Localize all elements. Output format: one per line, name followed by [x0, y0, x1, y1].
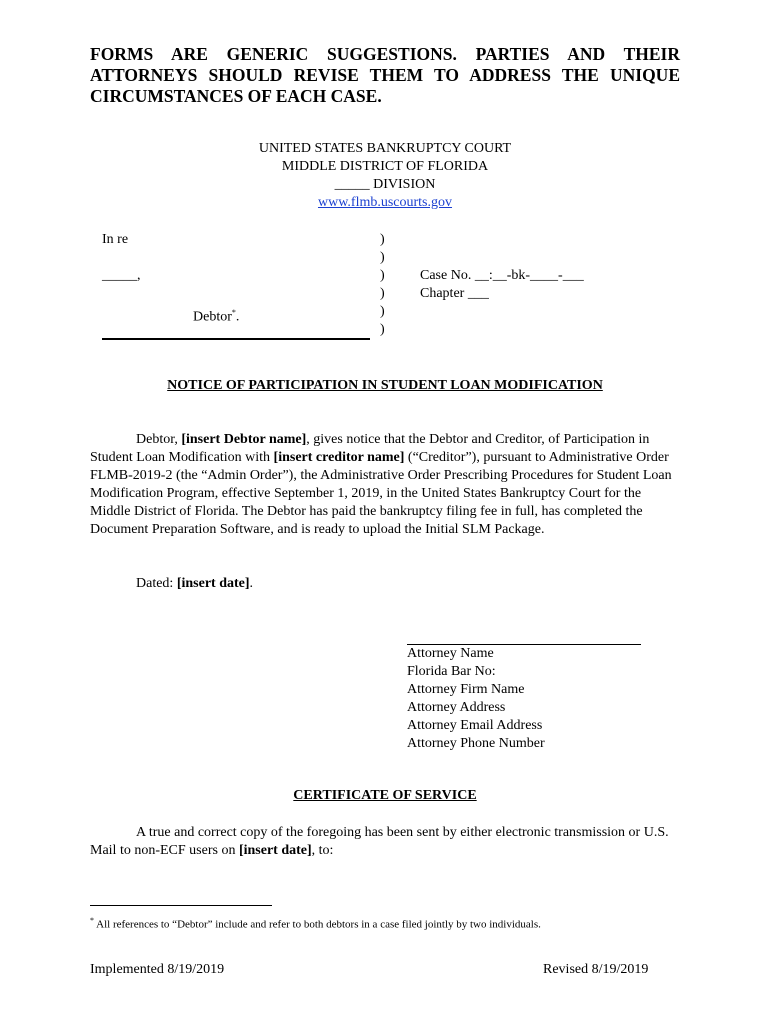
date-placeholder: [insert date] — [176, 576, 250, 591]
court-district: MIDDLE DISTRICT OF FLORIDA — [281, 159, 489, 174]
dated-label: Dated: — [136, 576, 177, 591]
case-number: Case No. __:__-bk-____-___ — [420, 268, 584, 283]
court-website — [90, 194, 680, 212]
paren: ) — [380, 250, 385, 265]
certificate-text-end: , to: — [311, 843, 334, 858]
form-disclaimer: FORMS ARE GENERIC SUGGESTIONS. PARTIES AND THEIR ATTORNEYS SHOULD REVISE THEM TO ADDRESS THE UNIQUE CIRCUMSTANCES OF EACH CASE. — [90, 44, 680, 106]
notice-paragraph — [90, 431, 680, 539]
attorney-address: Attorney Address — [407, 700, 506, 715]
caption-parentheses — [380, 231, 385, 339]
notice-text: (“Creditor”), pursuant to Administrative Order FLMB-2019-2 (the “Admin Order”), the Administrative Order Prescribing Procedures for Student Loan Modification Program, effective September 1, 2019, in the United States Bankruptcy Court for the Middle District of Florida. The Debtor has paid the bankruptcy filing fee in full, has completed the Document Preparation Software, and is ready to upload the Initial SLM Package. — [90, 450, 672, 537]
court-division: _____ DIVISION — [334, 177, 436, 192]
notice-text: , gives notice that the Debtor and Creditor, of Participation in Student Loan Modification with — [90, 432, 650, 465]
paren: ) — [380, 304, 385, 319]
attorney-email: Attorney Email Address — [407, 718, 543, 733]
debtor-name-placeholder: [insert Debtor name] — [181, 432, 307, 447]
chapter-number: Chapter ___ — [420, 286, 489, 301]
footnote-text: All references to “Debtor” include and refer to both debtors in a case filed jointly by two individuals. — [94, 918, 541, 931]
revised-date: Revised 8/19/2019 — [543, 962, 649, 977]
signature-block — [407, 645, 545, 753]
service-date-placeholder: [insert date] — [238, 843, 312, 858]
certificate-paragraph — [90, 824, 680, 860]
notice-text: Debtor, — [136, 432, 182, 447]
certificate-text: A true and correct copy of the foregoing has been sent by either electronic transmission or U.S. Mail to non-ECF users on — [90, 825, 669, 858]
creditor-name-placeholder: [insert creditor name] — [273, 450, 405, 465]
certificate-title: CERTIFICATE OF SERVICE — [293, 788, 477, 803]
caption-debtor-blank: _____, — [102, 268, 141, 283]
footnote-mark: * — [90, 916, 94, 925]
dated-line — [136, 575, 726, 593]
paren: ) — [380, 232, 385, 247]
debtor-footnote-mark: * — [231, 308, 236, 317]
caption-rule — [102, 338, 370, 340]
paren: ) — [380, 322, 385, 337]
notice-title: NOTICE OF PARTICIPATION IN STUDENT LOAN MODIFICATION — [167, 378, 603, 393]
footnote — [90, 916, 541, 931]
attorney-firm: Attorney Firm Name — [407, 682, 525, 697]
dated-period: . — [249, 576, 254, 591]
debtor-label-text: Debtor — [193, 309, 232, 325]
attorney-name: Attorney Name — [407, 646, 494, 661]
paren: ) — [380, 286, 385, 301]
caption-in-re: In re — [102, 232, 129, 247]
court-website-link[interactable]: www.flmb.uscourts.gov — [317, 195, 453, 210]
paren: ) — [380, 268, 385, 283]
caption-debtor-label: Debtor*. — [193, 308, 240, 325]
court-name: UNITED STATES BANKRUPTCY COURT — [258, 141, 512, 156]
attorney-phone: Attorney Phone Number — [407, 736, 545, 751]
footnote-rule — [90, 905, 272, 906]
implemented-date: Implemented 8/19/2019 — [90, 962, 225, 977]
florida-bar-no: Florida Bar No: — [407, 664, 496, 679]
